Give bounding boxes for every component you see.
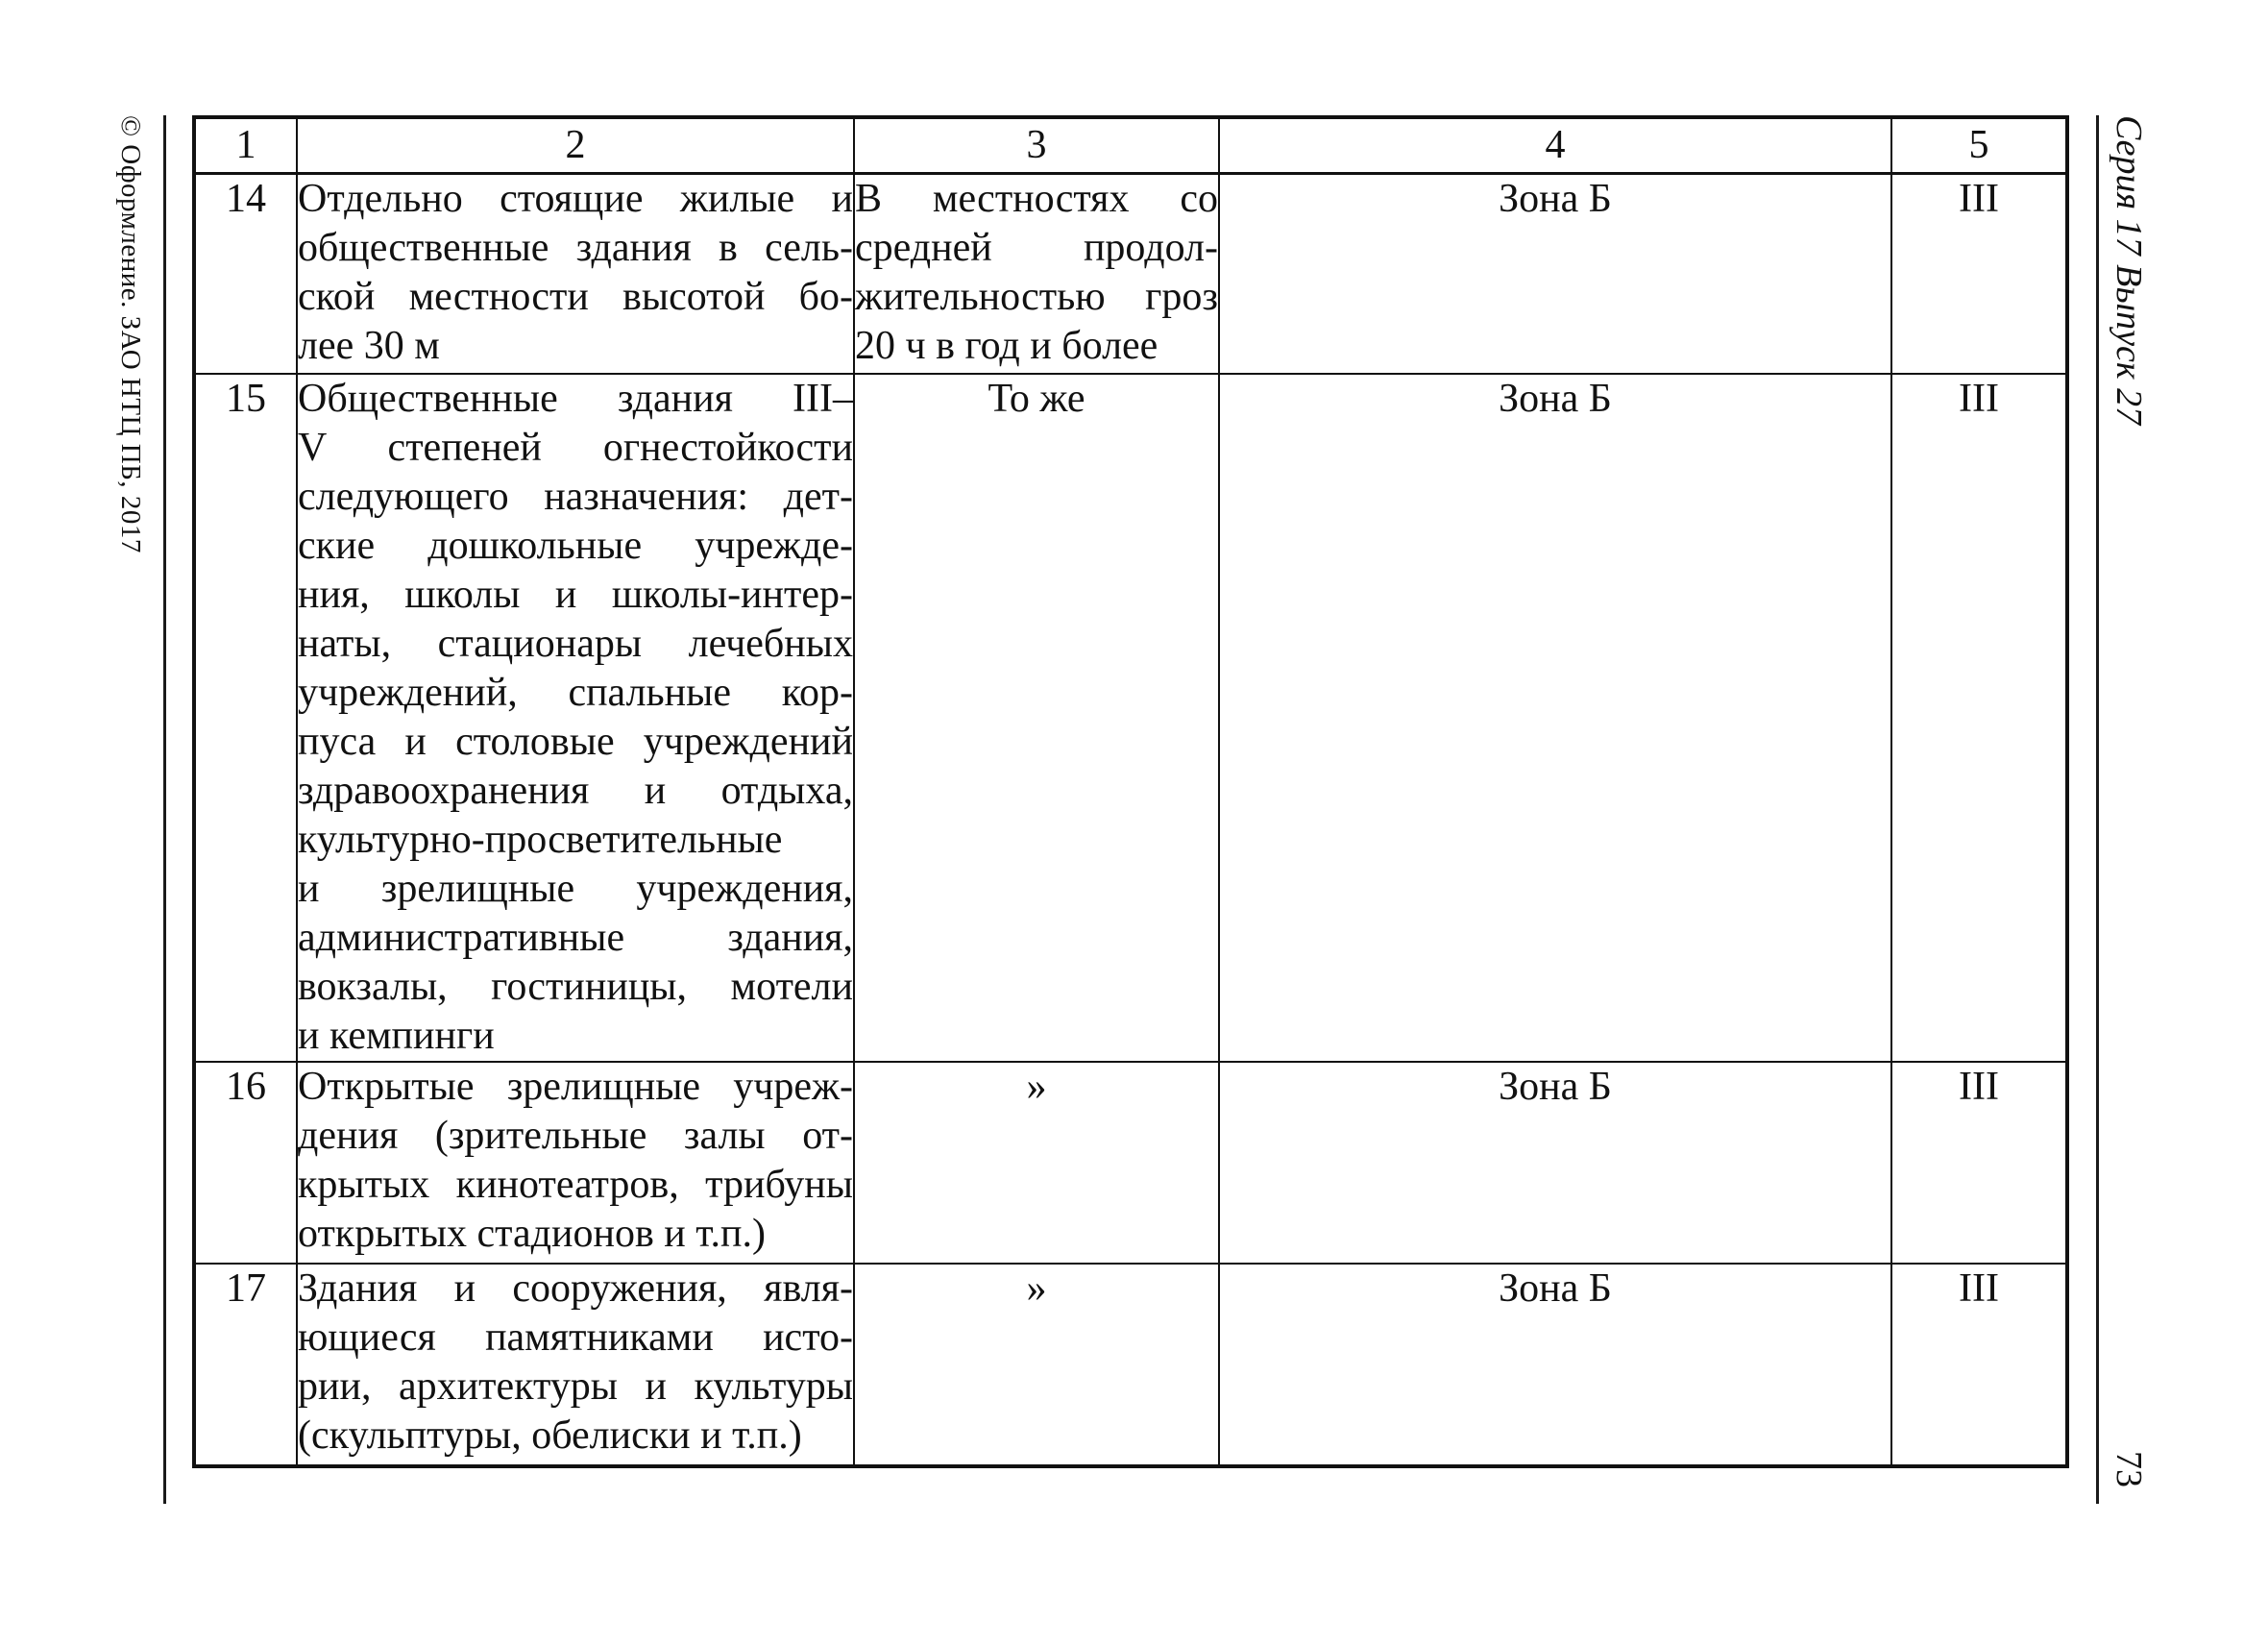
description-line: здравоохранения и отдыха, — [298, 769, 853, 813]
table-row — [194, 1264, 2067, 1466]
description-line: дения (зрительные залы от- — [298, 1114, 853, 1158]
description-line: Отдельно стоящие жилые и — [298, 177, 853, 221]
description-line: следующего назначения: дет- — [298, 475, 853, 519]
object-description — [297, 374, 854, 1062]
row-number: 14 — [194, 174, 297, 375]
protection-zone: Зона Б — [1219, 1062, 1891, 1264]
description-line: вокзалы, гостиницы, мотели — [298, 965, 853, 1009]
description-line: и кемпинги — [298, 1014, 495, 1058]
description-line: общественные здания в сель- — [298, 226, 853, 270]
table-header-row — [194, 117, 2067, 174]
table-row — [194, 374, 2067, 1062]
row-number: 17 — [194, 1264, 297, 1466]
location-condition: То же — [854, 374, 1219, 1062]
row-number: 16 — [194, 1062, 297, 1264]
condition-line: 20 ч в год и более — [855, 324, 1158, 368]
description-line: наты, стационары лечебных — [298, 622, 853, 666]
protection-category: III — [1891, 174, 2067, 375]
description-line: Открытые зрелищные учреж- — [298, 1065, 853, 1109]
page-number: 73 — [2109, 1451, 2149, 1487]
description-line: культурно-просветительные — [298, 818, 783, 862]
condition-line: В местностях со — [855, 177, 1218, 221]
protection-category: III — [1891, 1264, 2067, 1466]
column-header: 5 — [1891, 117, 2067, 174]
object-description — [297, 174, 854, 375]
table-row — [194, 174, 2067, 375]
protection-category: III — [1891, 1062, 2067, 1264]
description-line: учреждений, спальные кор- — [298, 671, 853, 715]
description-line: ющиеся памятниками исто- — [298, 1315, 853, 1360]
location-condition — [854, 174, 1219, 375]
description-line: крытых кинотеатров, трибуны — [298, 1163, 853, 1207]
location-condition: » — [854, 1264, 1219, 1466]
protection-zone: Зона Б — [1219, 1264, 1891, 1466]
description-line: ния, школы и школы-интер- — [298, 573, 853, 617]
description-line: Здания и сооружения, явля- — [298, 1266, 853, 1311]
protection-zone: Зона Б — [1219, 374, 1891, 1062]
location-condition: » — [854, 1062, 1219, 1264]
copyright-caption: © Оформление. ЗАО НТЦ ПБ, 2017 — [115, 115, 146, 553]
column-header: 3 — [854, 117, 1219, 174]
protection-zone: Зона Б — [1219, 174, 1891, 375]
series-caption: Серия 17 Выпуск 27 — [2109, 115, 2149, 426]
row-number: 15 — [194, 374, 297, 1062]
column-header: 1 — [194, 117, 297, 174]
right-margin-rule — [2096, 115, 2099, 1504]
description-line: V степеней огнестойкости — [298, 426, 853, 470]
description-line: Общественные здания III– — [298, 377, 853, 421]
description-line: и зрелищные учреждения, — [298, 867, 853, 911]
protection-category: III — [1891, 374, 2067, 1062]
lightning-protection-table — [192, 115, 2069, 1468]
description-line: рии, архитектуры и культуры — [298, 1364, 853, 1409]
condition-line: жительностью гроз — [855, 275, 1218, 319]
description-line: открытых стадионов и т.п.) — [298, 1212, 766, 1256]
column-header: 4 — [1219, 117, 1891, 174]
description-line: ские дошкольные учрежде- — [298, 524, 853, 568]
description-line: пуса и столовые учреждений — [298, 720, 853, 764]
description-line: (скульптуры, обелиски и т.п.) — [298, 1413, 802, 1458]
condition-line: средней продол- — [855, 226, 1218, 270]
left-margin-rule — [163, 115, 166, 1504]
description-line: ской местности высотой бо- — [298, 275, 853, 319]
object-description — [297, 1062, 854, 1264]
column-header: 2 — [297, 117, 854, 174]
description-line: административные здания, — [298, 916, 853, 960]
description-line: лее 30 м — [298, 324, 440, 368]
object-description — [297, 1264, 854, 1466]
table-row — [194, 1062, 2067, 1264]
